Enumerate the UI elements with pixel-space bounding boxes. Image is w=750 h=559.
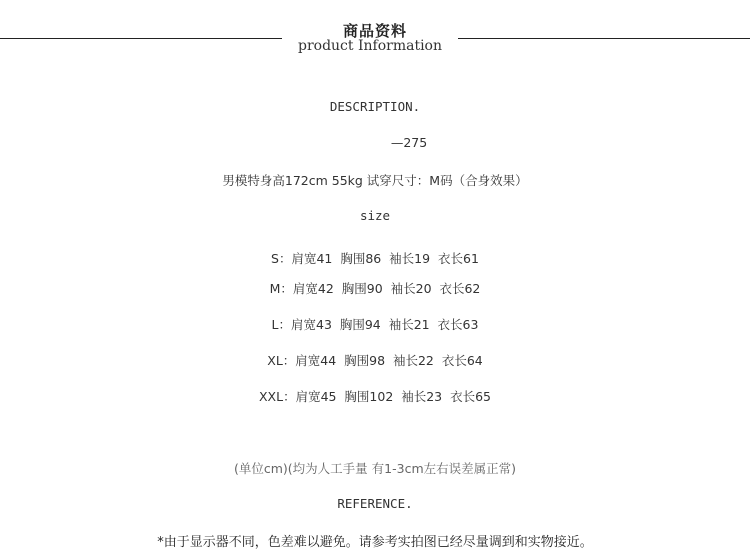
color-disclaimer: *由于显示器不同，色差难以避免。请参考实拍图已经尽量调到和实物接近。 xyxy=(157,535,593,550)
size-row-xxl: XXL：肩宽45 胸围102 袖长23 衣长65 xyxy=(258,389,491,404)
section-title-cn: 商品资料 xyxy=(342,22,407,40)
description-label: DESCRIPTION. xyxy=(329,99,421,114)
reference-label: REFERENCE. xyxy=(337,496,413,511)
size-row-s: S：肩宽41 胸围86 袖长19 衣长61 xyxy=(271,251,479,266)
unit-note: (单位cm)(均为人工手量 有1-3cm左右误差属正常) xyxy=(234,461,516,476)
size-row-l: L：肩宽43 胸围94 袖长21 衣长63 xyxy=(271,317,479,332)
size-label: size xyxy=(359,208,391,223)
product-code: —275 xyxy=(390,135,428,150)
size-row-xl: XL：肩宽44 胸围98 袖长22 衣长64 xyxy=(267,353,483,368)
model-info: 男模特身高172cm 55kg 试穿尺寸：M码（合身效果） xyxy=(222,173,528,188)
size-row-m: M：肩宽42 胸围90 袖长20 衣长62 xyxy=(269,281,481,296)
section-title-en: product Information xyxy=(298,38,442,54)
